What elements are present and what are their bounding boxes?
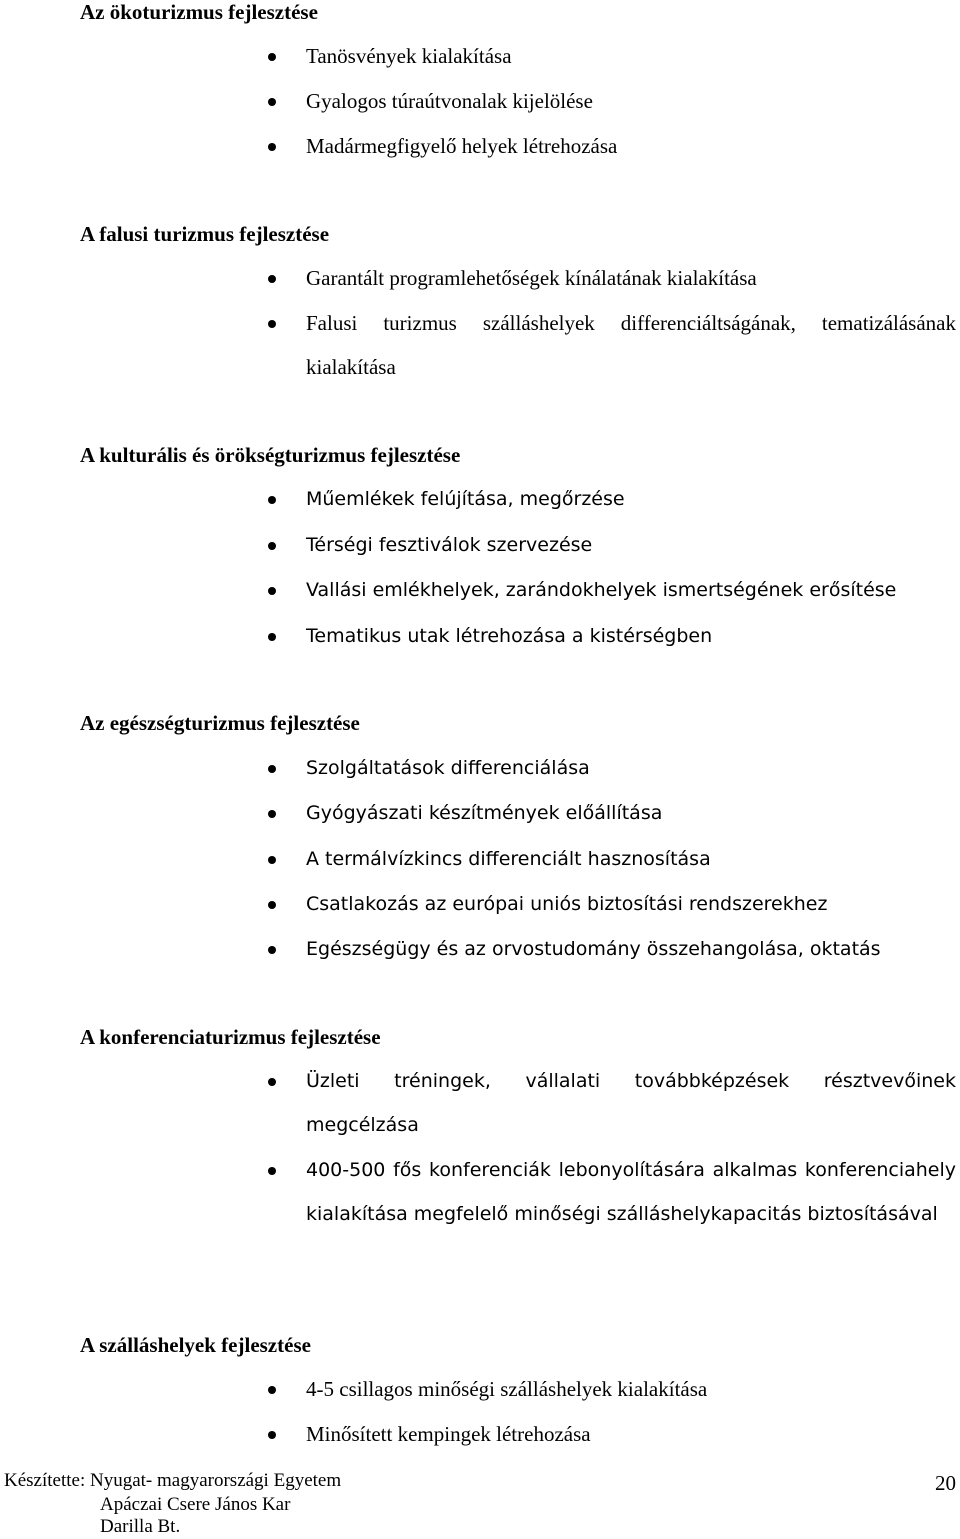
bullet-icon xyxy=(268,946,276,954)
bullet-icon xyxy=(268,1431,276,1439)
list-item-text: Szolgáltatások differenciálása xyxy=(306,757,590,779)
bullet-icon xyxy=(268,275,276,283)
bullet-icon xyxy=(268,1167,276,1175)
list-item-text: 400-500 fős konferenciák lebonyolítására alkalmas konferenciahely kialakítása megfelelő minőségi szálláshelykapacitás biztosításával xyxy=(306,1159,956,1225)
list-item-text: 4-5 csillagos minőségi szálláshelyek kialakítása xyxy=(306,1377,708,1401)
section-heading: A kulturális és örökségturizmus fejlesztése xyxy=(80,443,461,467)
list-item-text: Tematikus utak létrehozása a kistérségben xyxy=(306,625,713,647)
list-item-text: Gyalogos túraútvonalak kijelölése xyxy=(306,89,593,113)
list-item-text: Csatlakozás az európai uniós biztosítási rendszerekhez xyxy=(306,893,828,915)
bullet-icon xyxy=(268,633,276,641)
list-item-text: Garantált programlehetőségek kínálatának kialakítása xyxy=(306,266,757,290)
bullet-icon xyxy=(268,856,276,864)
list-item-text: Madármegfigyelő helyek létrehozása xyxy=(306,134,618,158)
list-item-text: Falusi turizmus szálláshelyek differenciáltságának, tematizálásának kialakítása xyxy=(306,311,956,379)
bullet-icon xyxy=(268,1078,276,1086)
bullet-icon xyxy=(268,765,276,773)
page-number: 20 xyxy=(935,1471,956,1495)
list-item-text: A termálvízkincs differenciált hasznosítása xyxy=(306,848,711,870)
section-heading: A falusi turizmus fejlesztése xyxy=(80,222,330,246)
list-item-text: Műemlékek felújítása, megőrzése xyxy=(306,488,625,510)
bullet-icon xyxy=(268,143,276,151)
list-item-text: Térségi fesztiválok szervezése xyxy=(306,534,593,556)
footer-company-line: Darilla Bt. xyxy=(100,1516,181,1537)
bullet-icon xyxy=(268,810,276,818)
bullet-icon xyxy=(268,496,276,504)
bullet-icon xyxy=(268,587,276,595)
list-item-text: Egészségügy és az orvostudomány összehangolása, oktatás xyxy=(306,938,881,960)
footer-author-line: Készítette: Nyugat- magyarországi Egyetem xyxy=(4,1470,342,1491)
list-item-text: Gyógyászati készítmények előállítása xyxy=(306,802,663,824)
footer-faculty-line: Apáczai Csere János Kar xyxy=(100,1494,291,1515)
list-item-text: Minősített kempingek létrehozása xyxy=(306,1422,591,1446)
bullet-icon xyxy=(268,901,276,909)
bullet-icon xyxy=(268,542,276,550)
section-heading: Az egészségturizmus fejlesztése xyxy=(80,711,360,735)
bullet-icon xyxy=(268,53,276,61)
section-heading: Az ökoturizmus fejlesztése xyxy=(80,0,318,24)
section-heading: A konferenciaturizmus fejlesztése xyxy=(80,1025,381,1049)
bullet-icon xyxy=(268,98,276,106)
bullet-icon xyxy=(268,320,276,328)
list-item-text: Tanösvények kialakítása xyxy=(306,44,512,68)
list-item-text: Üzleti tréningek, vállalati továbbképzések résztvevőinek megcélzása xyxy=(306,1070,956,1136)
section-heading: A szálláshelyek fejlesztése xyxy=(80,1333,311,1357)
list-item-text: Vallási emlékhelyek, zarándokhelyek ismertségének erősítése xyxy=(306,579,897,601)
bullet-icon xyxy=(268,1386,276,1394)
